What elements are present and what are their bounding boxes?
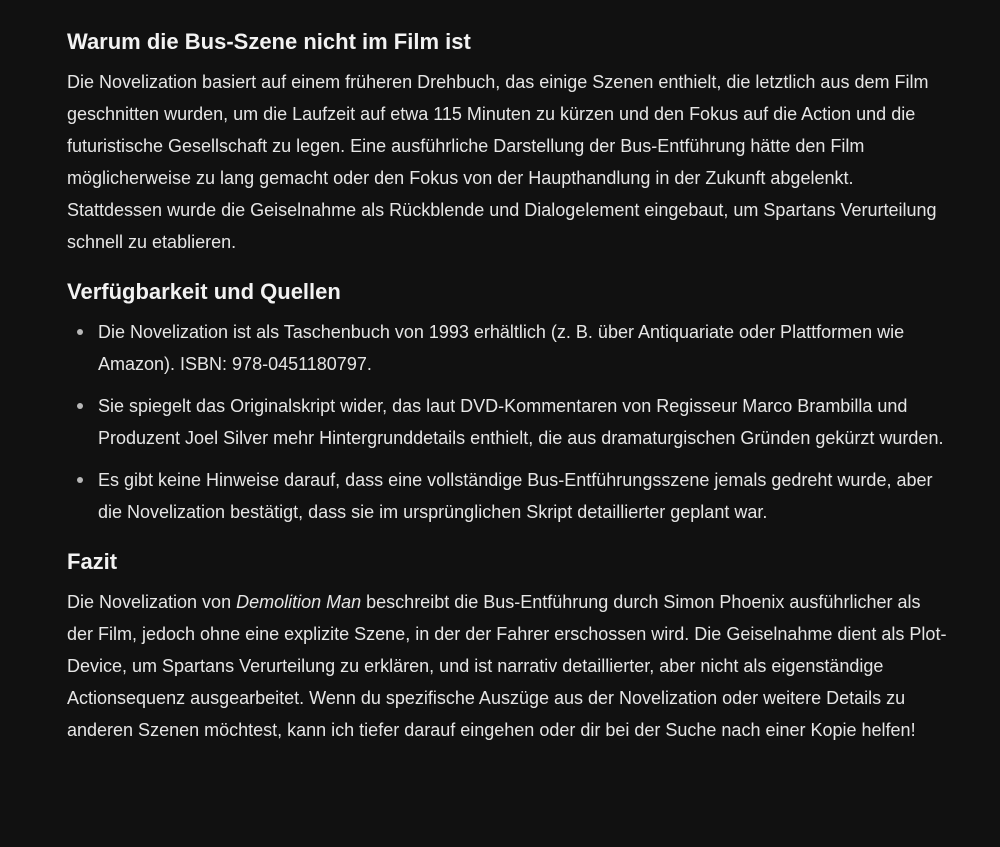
- list-item-text: Sie spiegelt das Originalskript wider, das laut DVD-Kommentaren von Regisseur Marco Brambilla und Produzent Joel Silver mehr Hintergrunddetails enthielt, die aus dramaturgischen Gründen gekürzt wurden.: [98, 396, 944, 448]
- section-heading-bus-scene: Warum die Bus-Szene nicht im Film ist: [67, 29, 471, 54]
- list-item-text: Die Novelization ist als Taschenbuch von 1993 erhältlich (z. B. über Antiquariate oder Plattformen wie Amazon). ISBN: 978-0451180797.: [98, 322, 905, 374]
- conclusion-text-start: Die Novelization von: [67, 592, 237, 612]
- bullet-icon: [77, 329, 83, 335]
- section-paragraph-bus-scene: Die Novelization basiert auf einem früheren Drehbuch, das einige Szenen enthielt, die letztlich aus dem Film geschnitten wurden, um die Laufzeit auf etwa 115 Minuten zu kürzen und den Fokus auf die Action und die futuristische Gesellschaft zu legen. Eine ausführliche Darstellung der Bus-Entführung hätte den Film möglicherweise zu lang gemacht oder den Fokus von der Haupthandlung in der Zukunft abgelenkt. Stattdessen wurde die Geiselnahme als Rückblende und Dialogelement eingebaut, um Spartans Verurteilung schnell zu etablieren.: [67, 72, 937, 252]
- chat-response: [67, 26, 947, 746]
- section-paragraph-conclusion: [67, 586, 947, 746]
- conclusion-text-end: beschreibt die Bus-Entführung durch Simon Phoenix ausführlicher als der Film, jedoch ohne eine explizite Szene, in der der Fahrer erschossen wird. Die Geiselnahme dient als Plot-Device, um Spartans Verurteilung zu erklären, und ist narrativ detaillierter, aber nicht als eigenständige Actionsequenz ausgearbeitet. Wenn du spezifische Auszüge aus der Novelization oder weitere Details zu anderen Szenen möchtest, kann ich tiefer darauf eingehen oder dir bei der Suche nach einer Kopie helfen!: [67, 592, 947, 740]
- availability-list: [67, 316, 947, 528]
- list-item: [67, 316, 947, 380]
- book-title: Demolition Man: [236, 592, 362, 612]
- list-item: [67, 464, 947, 528]
- bullet-icon: [77, 477, 83, 483]
- list-item: [67, 390, 947, 454]
- section-heading-availability: Verfügbarkeit und Quellen: [67, 279, 341, 304]
- list-item-text: Es gibt keine Hinweise darauf, dass eine vollständige Bus-Entführungsszene jemals gedreht wurde, aber die Novelization bestätigt, dass sie im ursprünglichen Skript detaillierter geplant war.: [98, 470, 933, 522]
- section-heading-conclusion: Fazit: [67, 549, 118, 574]
- bullet-icon: [77, 403, 83, 409]
